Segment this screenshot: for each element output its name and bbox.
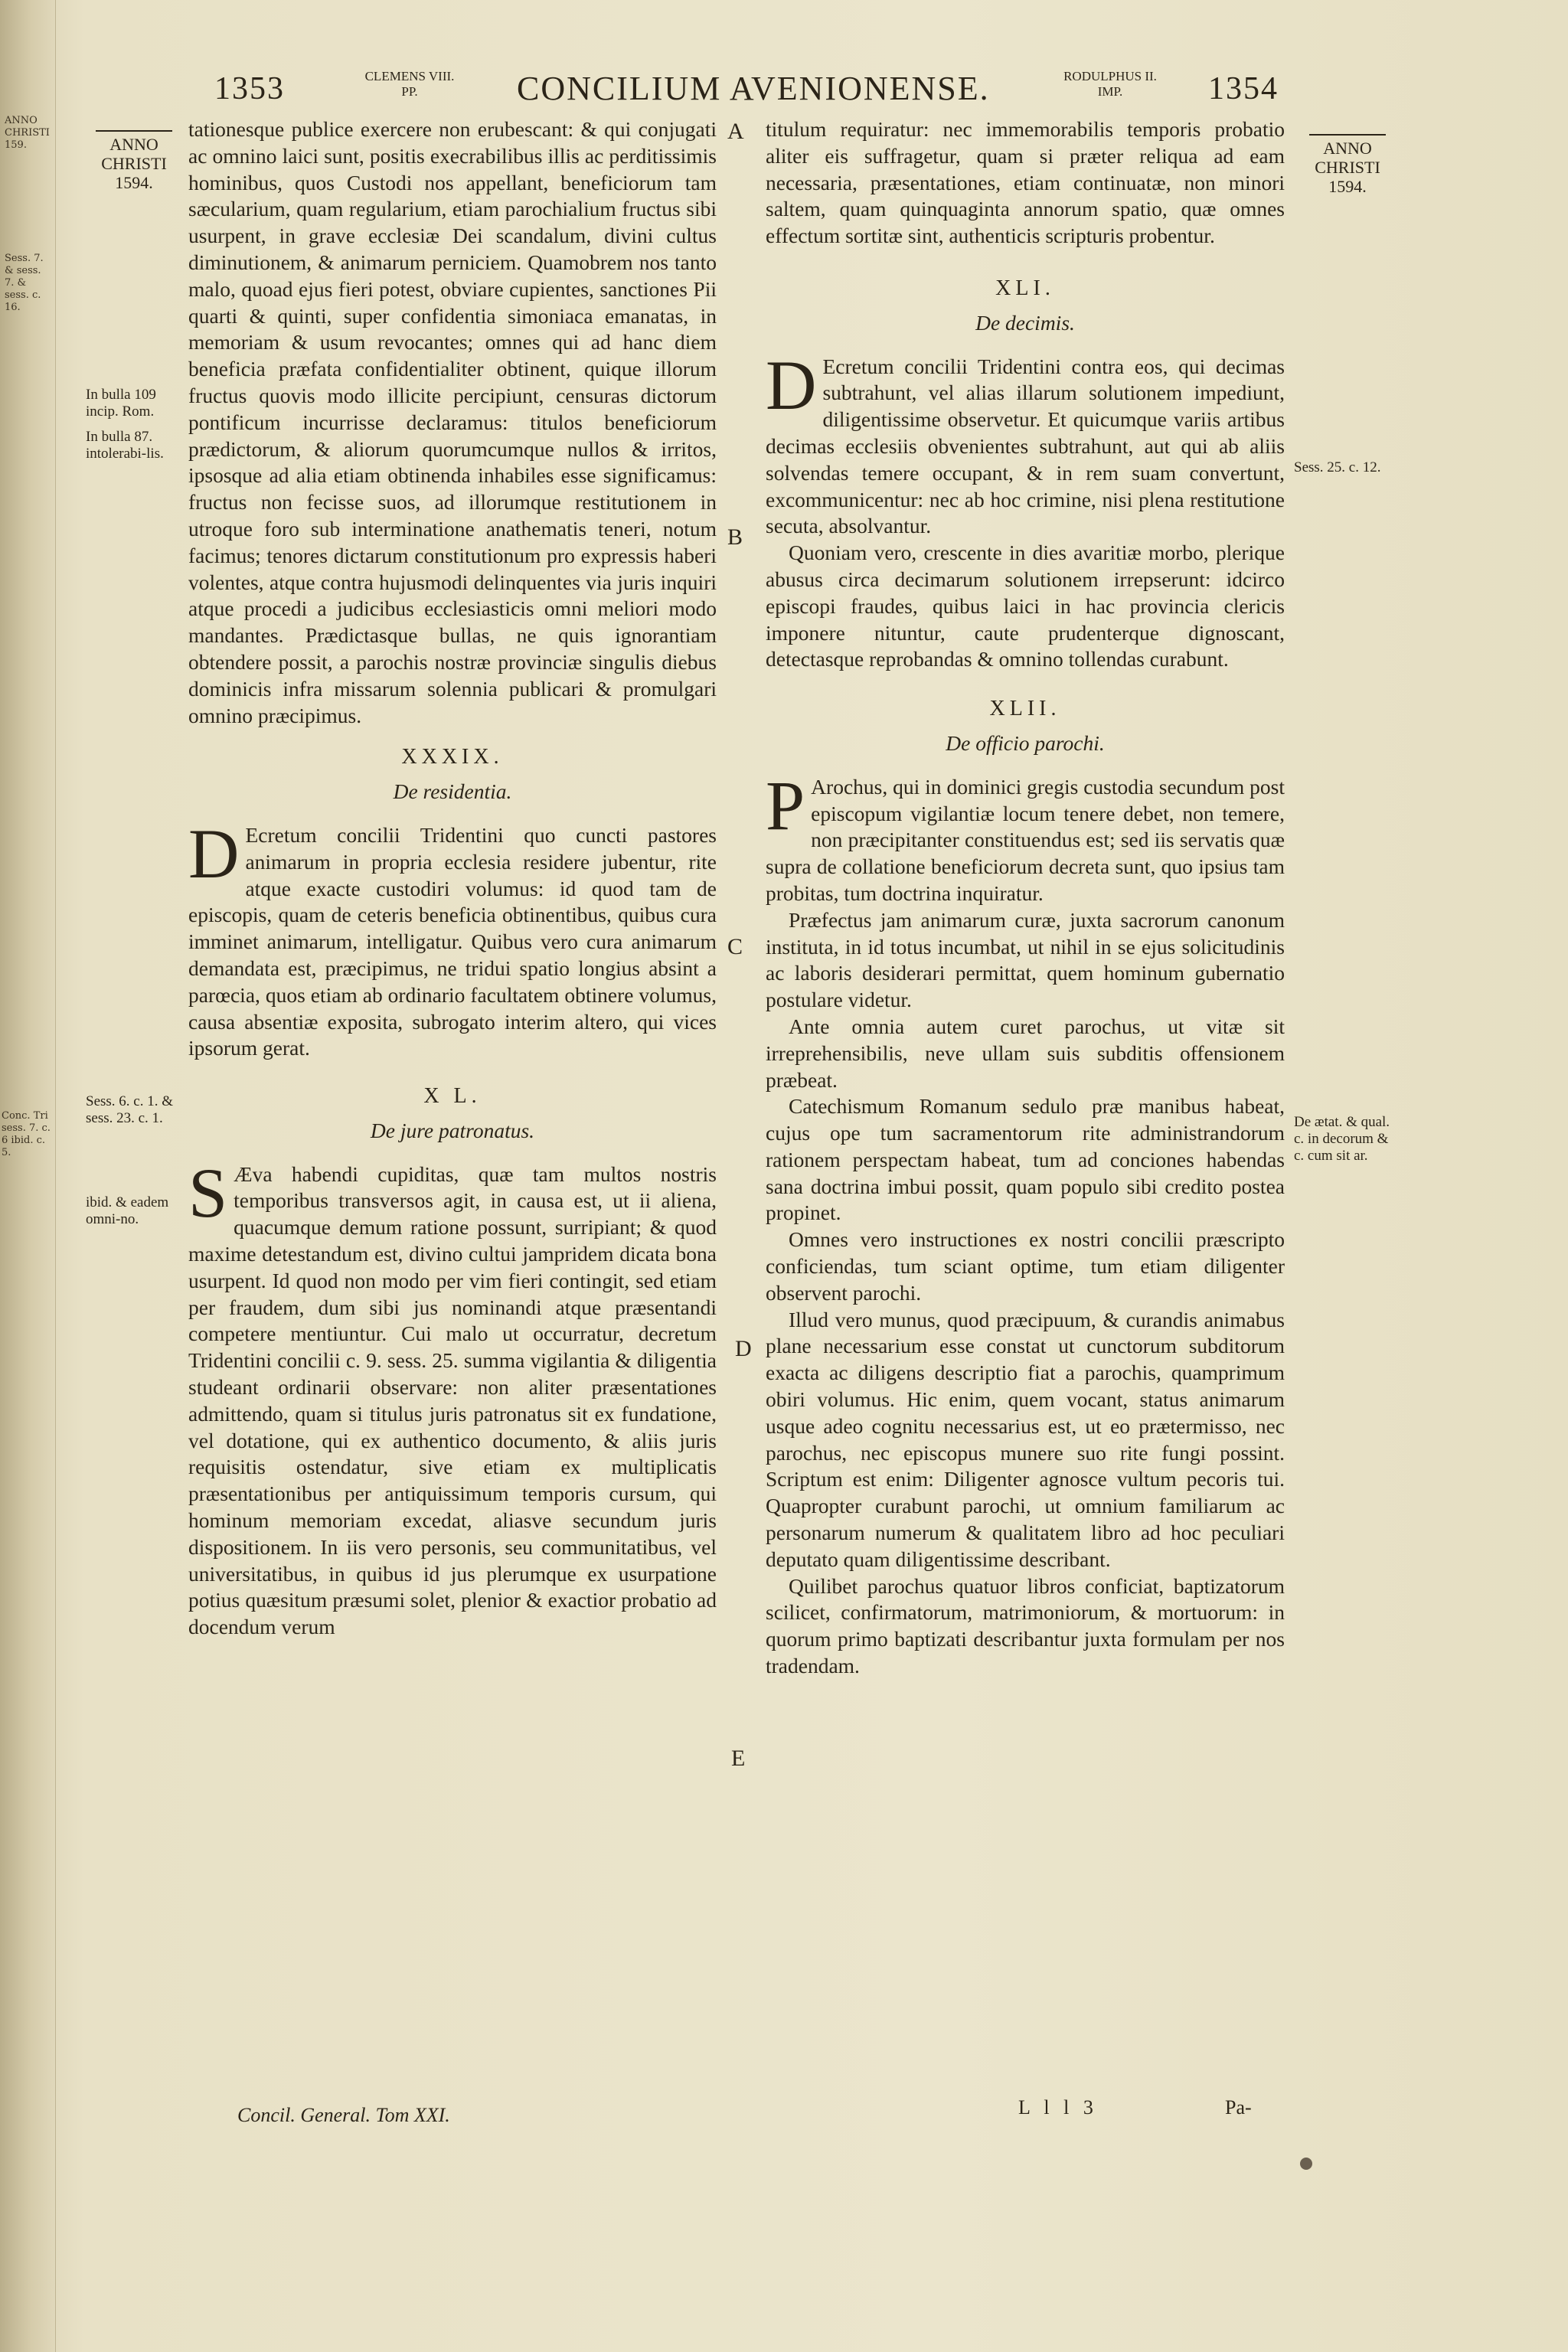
anno-christi-left: ANNO CHRISTI 1594. xyxy=(84,130,184,192)
running-header xyxy=(191,66,1309,119)
header-emperor: RODULPHUS II. IMP. xyxy=(1063,69,1157,99)
paragraph-status-animarum: Illud vero munus, quod præcipuum, & curandis animabus plane necessarium esse constat ut cunctorum subditorum exacta ac diligens descriptio fiat a parochis, quamprimum obiri volumus. Hic enim, quem vocant, status animarum usque adeo cognitu necessarius est, ut eo prætermisso, nec parochus, nec episcopus munere suo rite fungi possint. Scriptum est enim: Diligenter agnosce vultum pecoris tui. Quapropter curabunt parochi, ut omnium familiarum ac personarum numerum & qualitatem libro ad hoc peculiari deputato quam diligentissime describant. xyxy=(766,1307,1285,1571)
section-letter-e: E xyxy=(731,1746,746,1771)
paragraph-catechismum: Catechismum Romanum sedulo præ manibus habeat, cujus ope tum sacramentorum rite administrandorum rationem perspectam habeat, tum ad conciones habendas sana doctrina imbui possit, quam populo sibi credito postea propinet. xyxy=(766,1094,1285,1225)
chapter-title-40: De jure patronatus. xyxy=(370,1118,535,1142)
left-column xyxy=(188,116,717,1641)
chapter-number-39: XXXIX. xyxy=(401,745,504,769)
previous-page-edge xyxy=(0,0,56,2352)
chapter-number-41: XLI. xyxy=(995,276,1055,300)
paragraph-titulum: titulum requiratur: nec immemorabilis temporis probatio aliter eis suffragetur, quam si præter reliqua ad eam necessaria, præsentationes, etiam continuatæ, non minori saltem, quam quinquaginta annorum spatio, quæ omnes effectum sortitæ sint, authenticis scripturis probentur. xyxy=(766,117,1285,248)
paragraph-decimis: D Ecretum concilii Tridentini contra eos, qui decimas subtrahunt, vel alias illarum solutionem impediunt, diligentissime observetur. Et quicumque variis artibus decimas ecclesiis obvenientes subtrahunt, aut qui ab aliis solvendas temere occupant, & in rem suam convertunt, excommunicentur: nec ab hoc crimine, nisi plena restitutione secuta, absolvantur. xyxy=(766,345,1285,538)
gutter-anno-note: ANNO CHRISTI 159. xyxy=(5,115,50,151)
paragraph-residentia: D Ecretum concilii Tridentini quo cuncti pastores animarum in propria ecclesia residere jubentur, rite atque exacte custodiri volumus: id quod tam de episcopis, quam de ceteris beneficia obtinentibus, quibus cura imminet animarum, intelligatur. Quibus vero cura animarum demandata est, præcipimus, ne tridui spatio longius absint a parœcia, quos etiam ab ordinario facultatem obtinere volumus, causa absentiæ exposita, subrogato interim altero, qui vices ipsorum gerat. xyxy=(188,814,717,1060)
paragraph-confidentia: tationesque publice exercere non erubescant: & qui conjugati ac omnino laici sunt, positis execrabilibus illis ac perditissimis hominibus, quos Custodi nos appellant, beneficiorum tam sæcularium, quam regularium, etiam parochialium fructus sibi usurpent, in grave ecclesiæ Dei scandalum, divini cultus diminutionem, & animarum perniciem. Quamobrem nos tanto malo, quoad ejus fieri potest, obviare cupientes, sanctiones Pii quarti & quinti, super confidentia simoniaca emanatas, in memoriam & usum revocantes; omnes qui ad hanc diem beneficia præfata confidentialiter obtinent, quique illorum fructus quovis modo illicite percipiunt, censuras dictorum pontificum incurrisse declaramus: titulos beneficiorum prædictorum, & aliorum quorumcumque nullos & irritos, ipsosque ad alia etiam obtinenda inhabiles esse significamus: fructus non fecisse suos, ad illorumque restitutionem in utroque foro sub interminatione anathematis teneri, notum facimus; tenores dictarum constitutionum pro expressis haberi volentes, atque contra hujusmodi delinquentes via juris inquiri atque procedi a judicibus ecclesiasticis omni meliori modo mandantes. Prædictasque bullas, ne quis ignorantiam obtendere possit, a parochis nostræ provinciæ singulis diebus dominicis infra missarum solennia publicari & promulgari omnino præcipimus. xyxy=(188,117,717,727)
section-letter-a: A xyxy=(727,119,744,144)
margin-note-sessions: Sess. 6. c. 1. & sess. 23. c. 1. xyxy=(86,1093,173,1126)
paragraph-instructiones: Omnes vero instructiones ex nostri concilii præscripto conficiendas, tum sciant optime, tum etiam diligenter observent parochi. xyxy=(766,1227,1285,1305)
margin-note-bulla-87: In bulla 87. intolerabi-lis. xyxy=(86,429,164,462)
drop-cap: D xyxy=(766,345,817,424)
drop-cap: P xyxy=(766,766,805,844)
paragraph-praefectus: Præfectus jam animarum curæ, juxta sacrorum canonum instituta, in id totus incumbat, ut nihil in se ejus solicitudinis ac laboris desiderari permittat, quem hominum gubernatio postulare videtur. xyxy=(766,907,1285,1012)
page-number-left: 1353 xyxy=(214,71,285,106)
paragraph-decimis-abusus: Quoniam vero, crescente in dies avaritiæ morbo, plerique abusus circa decimarum solutionem irrepserunt: idcirco episcopi fraudes, quibus laici in hac provincia clericis imponere nituntur, caute prudenterque dignoscant, detectasque reprobandas & omnino tollendas curabunt. xyxy=(766,541,1285,671)
page-title: CONCILIUM AVENIONENSE. xyxy=(517,70,990,107)
ink-blot xyxy=(1300,2158,1312,2170)
gutter-council-note: Conc. Tri sess. 7. c. 6 ibid. c. 5. xyxy=(2,1110,51,1158)
anno-christi-right: ANNO CHRISTI 1594. xyxy=(1298,134,1397,196)
section-letter-d: D xyxy=(735,1336,752,1361)
drop-cap: S xyxy=(188,1153,228,1232)
margin-note-ibid: ibid. & eadem omni-no. xyxy=(86,1194,169,1227)
margin-note-session-25: Sess. 25. c. 12. xyxy=(1294,459,1381,475)
anno-rule xyxy=(96,130,172,132)
paragraph-quatuor-libros: Quilibet parochus quatuor libros conficiat, baptizatorum scilicet, confirmatorum, matrimoniorum, & mortuorum: in quorum primo baptizati describantur juxta formulam per nos tradendam. xyxy=(766,1573,1285,1678)
paragraph-jure-patronatus: S Æva habendi cupiditas, quæ tam multos nostris temporibus transversos agit, in causa est, ut ii aliena, quacumque demum ratione possunt, surripiant; & quod maxime detestandum est, divino cultui jampridem dicata bona usurpent. Id quod non modo per vim fieri contingit, sed etiam per fraudem, dum sibi jus nominandi atque præsentandi competere mentiuntur. Cui malo ut occurratur, decretum Tridentini concilii c. 9. sess. 25. summa vigilantia & diligentia studeant ordinarii observare: non aliter præsentationes admittendo, quam si titulus juris patronatus sit ex fundatione, vel dotatione, qui ex authentico documento, & aliis juris requisitis ostendatur, sive etiam ex multiplicatis præsentationibus per antiquissimum temporis cursum, qui hominum memoriam excedat, aliasve secundum juris dispositionem. In iis vero personis, seu communitatibus, vel universitatibus, in quibus id jus plerumque ex usurpatione potius quæsitum præsumi solet, plenior & exactior probatio ad docendum verum xyxy=(188,1153,717,1639)
drop-cap: D xyxy=(188,814,240,893)
chapter-number-42: XLII. xyxy=(989,697,1061,721)
anno-rule xyxy=(1309,134,1386,136)
catchword: Pa- xyxy=(1225,2096,1252,2118)
chapter-title-41: De decimis. xyxy=(975,310,1075,335)
margin-note-bulla-109: In bulla 109 incip. Rom. xyxy=(86,387,156,420)
paragraph-ante-omnia: Ante omnia autem curet parochus, ut vitæ sit irreprehensibilis, neve ullam suis subditis offensionem præbeat. xyxy=(766,1014,1285,1092)
page-number-right: 1354 xyxy=(1208,71,1279,106)
chapter-title-42: De officio parochi. xyxy=(946,730,1105,755)
signature-mark: L l l 3 xyxy=(1018,2096,1098,2118)
header-pope: CLEMENS VIII. PP. xyxy=(364,69,455,99)
gutter-session-note: Sess. 7. & sess. 7. & sess. c. 16. xyxy=(5,253,44,313)
margin-note-de-aetate: De ætat. & qual. c. in decorum & c. cum sit ar. xyxy=(1294,1114,1390,1164)
footer-volume: Concil. General. Tom XXI. xyxy=(237,2104,450,2126)
right-column xyxy=(766,116,1285,1680)
section-letter-b: B xyxy=(727,524,743,550)
section-letter-c: C xyxy=(727,934,743,959)
chapter-title-39: De residentia. xyxy=(393,779,512,804)
chapter-number-40: X L. xyxy=(423,1084,482,1109)
paragraph-parochus: P Arochus, qui in dominici gregis custodia secundum post episcopum vigilantiæ locum tenere debet, non temere, non præcipitanter constituendus est; sed iis servatis quæ supra de collatione beneficiorum decreta sunt, quo ipsius tam probitas, tum doctrina inquiratur. xyxy=(766,766,1285,905)
